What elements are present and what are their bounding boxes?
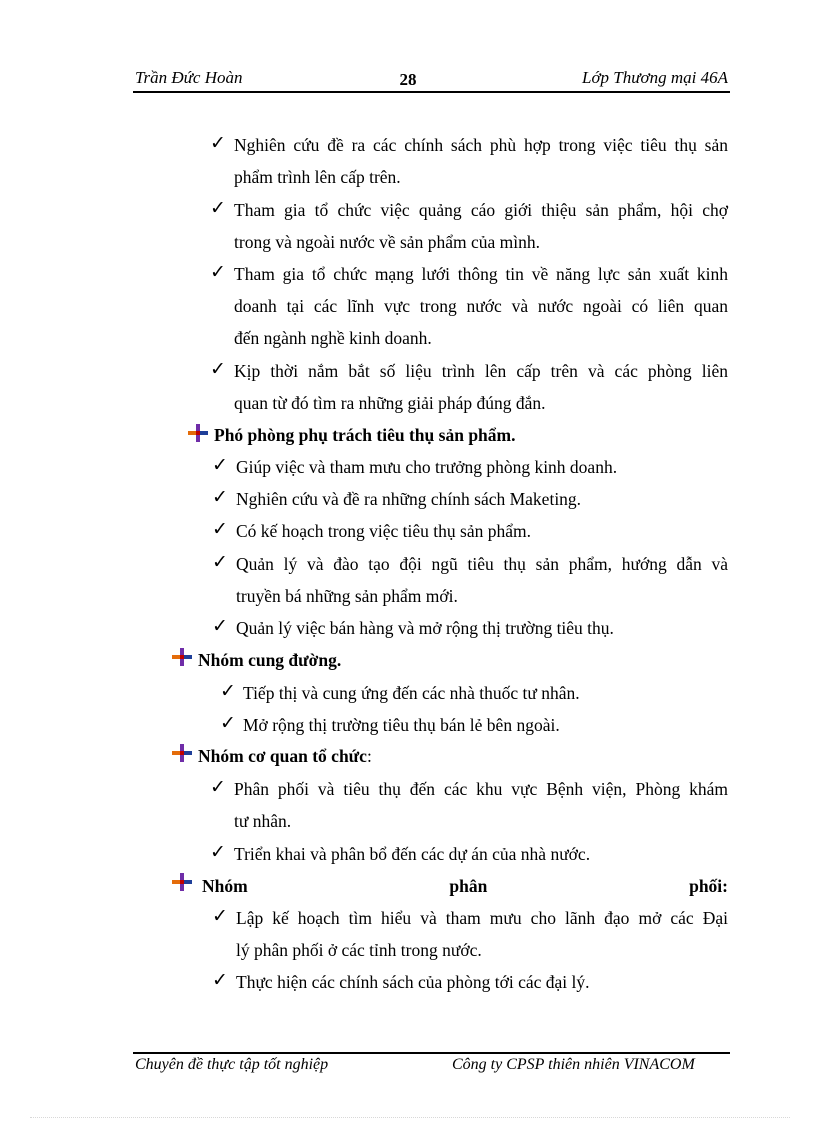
list-item-line: lý phân phối ở các tỉnh trong nước. bbox=[236, 940, 482, 960]
footer-left: Chuyên đề thực tập tốt nghiệp bbox=[135, 1056, 329, 1073]
checkmark-icon: ✓ bbox=[212, 969, 228, 991]
checkmark-icon: ✓ bbox=[220, 680, 236, 702]
list-item-line: trong và ngoài nước về sản phẩm của mình. bbox=[234, 232, 540, 252]
heading-colon: : bbox=[366, 746, 372, 766]
list-item-line: Nghiên cứu và đề ra những chính sách Maketing. bbox=[236, 489, 582, 509]
list-item-line: Tham gia tổ chức việc quảng cáo giới thiệu sản phẩm, hội chợ bbox=[234, 200, 728, 220]
list-item-line: Nghiên cứu đề ra các chính sách phù hợp trong việc tiêu thụ sản bbox=[234, 135, 728, 155]
list-item-line: đến ngành nghề kinh doanh. bbox=[234, 328, 432, 348]
checkmark-icon: ✓ bbox=[212, 486, 228, 508]
list-item-line: Giúp việc và tham mưu cho trưởng phòng kinh doanh. bbox=[236, 457, 618, 477]
checkmark-icon: ✓ bbox=[212, 615, 228, 637]
checkmark-icon: ✓ bbox=[210, 358, 226, 380]
checkmark-icon: ✓ bbox=[212, 551, 228, 573]
list-item-line: Tiếp thị và cung ứng đến các nhà thuốc tư nhân. bbox=[243, 683, 580, 703]
checkmark-icon: ✓ bbox=[212, 518, 228, 540]
header-author: Trần Đức Hoàn bbox=[135, 68, 243, 87]
footer-rule bbox=[133, 1052, 730, 1054]
checkmark-icon: ✓ bbox=[210, 132, 226, 154]
section-heading: Nhóm cung đường. bbox=[198, 650, 342, 670]
header-rule bbox=[133, 91, 730, 93]
list-item-line: Tham gia tổ chức mạng lưới thông tin về năng lực sản xuất kinh bbox=[234, 264, 728, 284]
list-item-line: Triển khai và phân bổ đến các dự án của nhà nước. bbox=[234, 844, 591, 864]
list-item-line: Lập kế hoạch tìm hiểu và tham mưu cho lãnh đạo mở các Đại bbox=[236, 908, 728, 928]
page-edge-dots bbox=[30, 1117, 790, 1118]
list-item-line: Quản lý việc bán hàng và mở rộng thị trường tiêu thụ. bbox=[236, 618, 614, 638]
list-item-line: Mở rộng thị trường tiêu thụ bán lẻ bên ngoài. bbox=[243, 715, 560, 735]
colored-cross-icon bbox=[172, 744, 192, 762]
section-heading: Nhóm cơ quan tổ chức bbox=[198, 746, 367, 766]
checkmark-icon: ✓ bbox=[210, 776, 226, 798]
checkmark-icon: ✓ bbox=[220, 712, 236, 734]
header-class: Lớp Thương mại 46A bbox=[582, 68, 728, 87]
section-heading: Nhóm phân phối: bbox=[202, 876, 728, 896]
list-item-line: tư nhân. bbox=[234, 811, 292, 831]
list-item-line: quan từ đó tìm ra những giải pháp đúng đắn. bbox=[234, 393, 546, 413]
checkmark-icon: ✓ bbox=[212, 905, 228, 927]
list-item-line: Quản lý và đào tạo đội ngũ tiêu thụ sản phẩm, hướng dẫn và bbox=[236, 554, 728, 574]
list-item-line: Phân phối và tiêu thụ đến các khu vực Bệnh viện, Phòng khám bbox=[234, 779, 728, 799]
checkmark-icon: ✓ bbox=[212, 454, 228, 476]
section-heading-wrapper bbox=[198, 745, 372, 767]
footer-right: Công ty CPSP thiên nhiên VINACOM bbox=[452, 1056, 695, 1073]
list-item-line: truyền bá những sản phẩm mới. bbox=[236, 586, 458, 606]
page-number: 28 bbox=[399, 70, 417, 89]
list-item-line: Thực hiện các chính sách của phòng tới các đại lý. bbox=[236, 972, 590, 992]
checkmark-icon: ✓ bbox=[210, 841, 226, 863]
list-item-line: phẩm trình lên cấp trên. bbox=[234, 167, 401, 187]
colored-cross-icon bbox=[188, 424, 208, 442]
section-heading: Phó phòng phụ trách tiêu thụ sản phẩm. bbox=[214, 425, 516, 445]
list-item-line: Có kế hoạch trong việc tiêu thụ sản phẩm. bbox=[236, 521, 531, 541]
list-item-line: Kịp thời nắm bắt số liệu trình lên cấp trên và các phòng liên bbox=[234, 361, 728, 381]
colored-cross-icon bbox=[172, 873, 192, 891]
list-item-line: doanh tại các lĩnh vực trong nước và nước ngoài có liên quan bbox=[234, 296, 728, 316]
checkmark-icon: ✓ bbox=[210, 197, 226, 219]
colored-cross-icon bbox=[172, 648, 192, 666]
checkmark-icon: ✓ bbox=[210, 261, 226, 283]
